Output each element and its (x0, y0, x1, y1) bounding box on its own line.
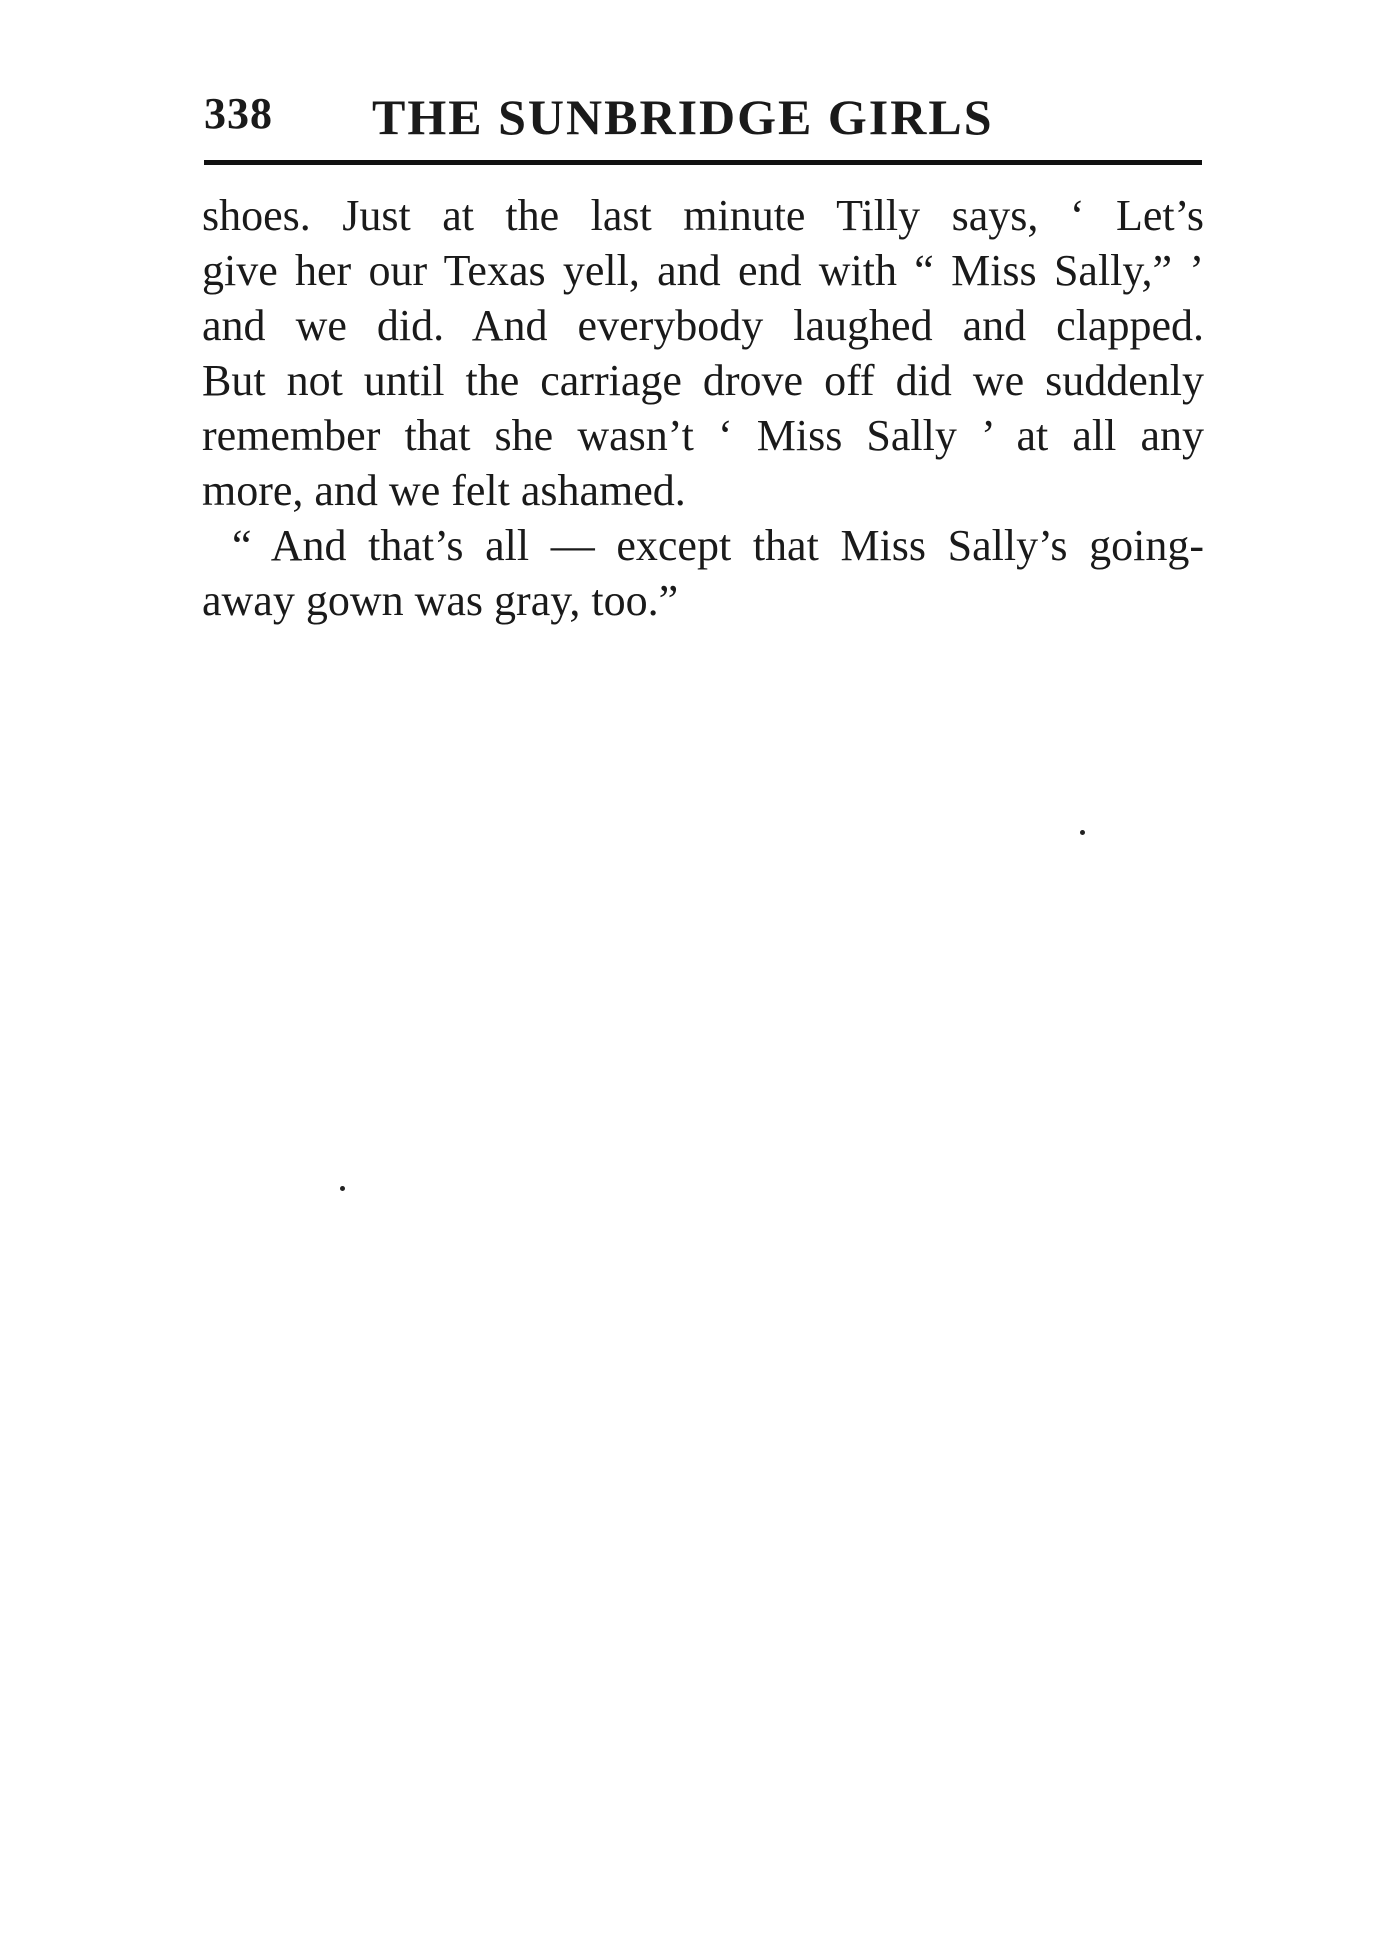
text-line: give her our Texas yell, and end with “ Miss Sally,” ’ (202, 246, 1204, 295)
text-line: away gown was gray, too.” (202, 576, 679, 625)
text-line: more, and we felt ashamed. (202, 466, 686, 515)
ink-speck (340, 1186, 345, 1191)
running-head: THE SUNBRIDGE GIRLS (372, 89, 994, 145)
header-rule (204, 160, 1202, 165)
text-line: remember that she wasn’t ‘ Miss Sally ’ at all any (202, 411, 1204, 460)
text-line: But not until the carriage drove off did we suddenly (202, 356, 1204, 405)
text-line: “ And that’s all — except that Miss Sally’s going- (232, 521, 1204, 570)
body-text (202, 188, 1204, 628)
ink-speck (1080, 830, 1085, 835)
page-number: 338 (204, 89, 273, 138)
text-line: and we did. And everybody laughed and clapped. (202, 301, 1204, 350)
text-line: shoes. Just at the last minute Tilly says, ‘ Let’s (202, 191, 1204, 240)
page-header (204, 88, 1204, 148)
